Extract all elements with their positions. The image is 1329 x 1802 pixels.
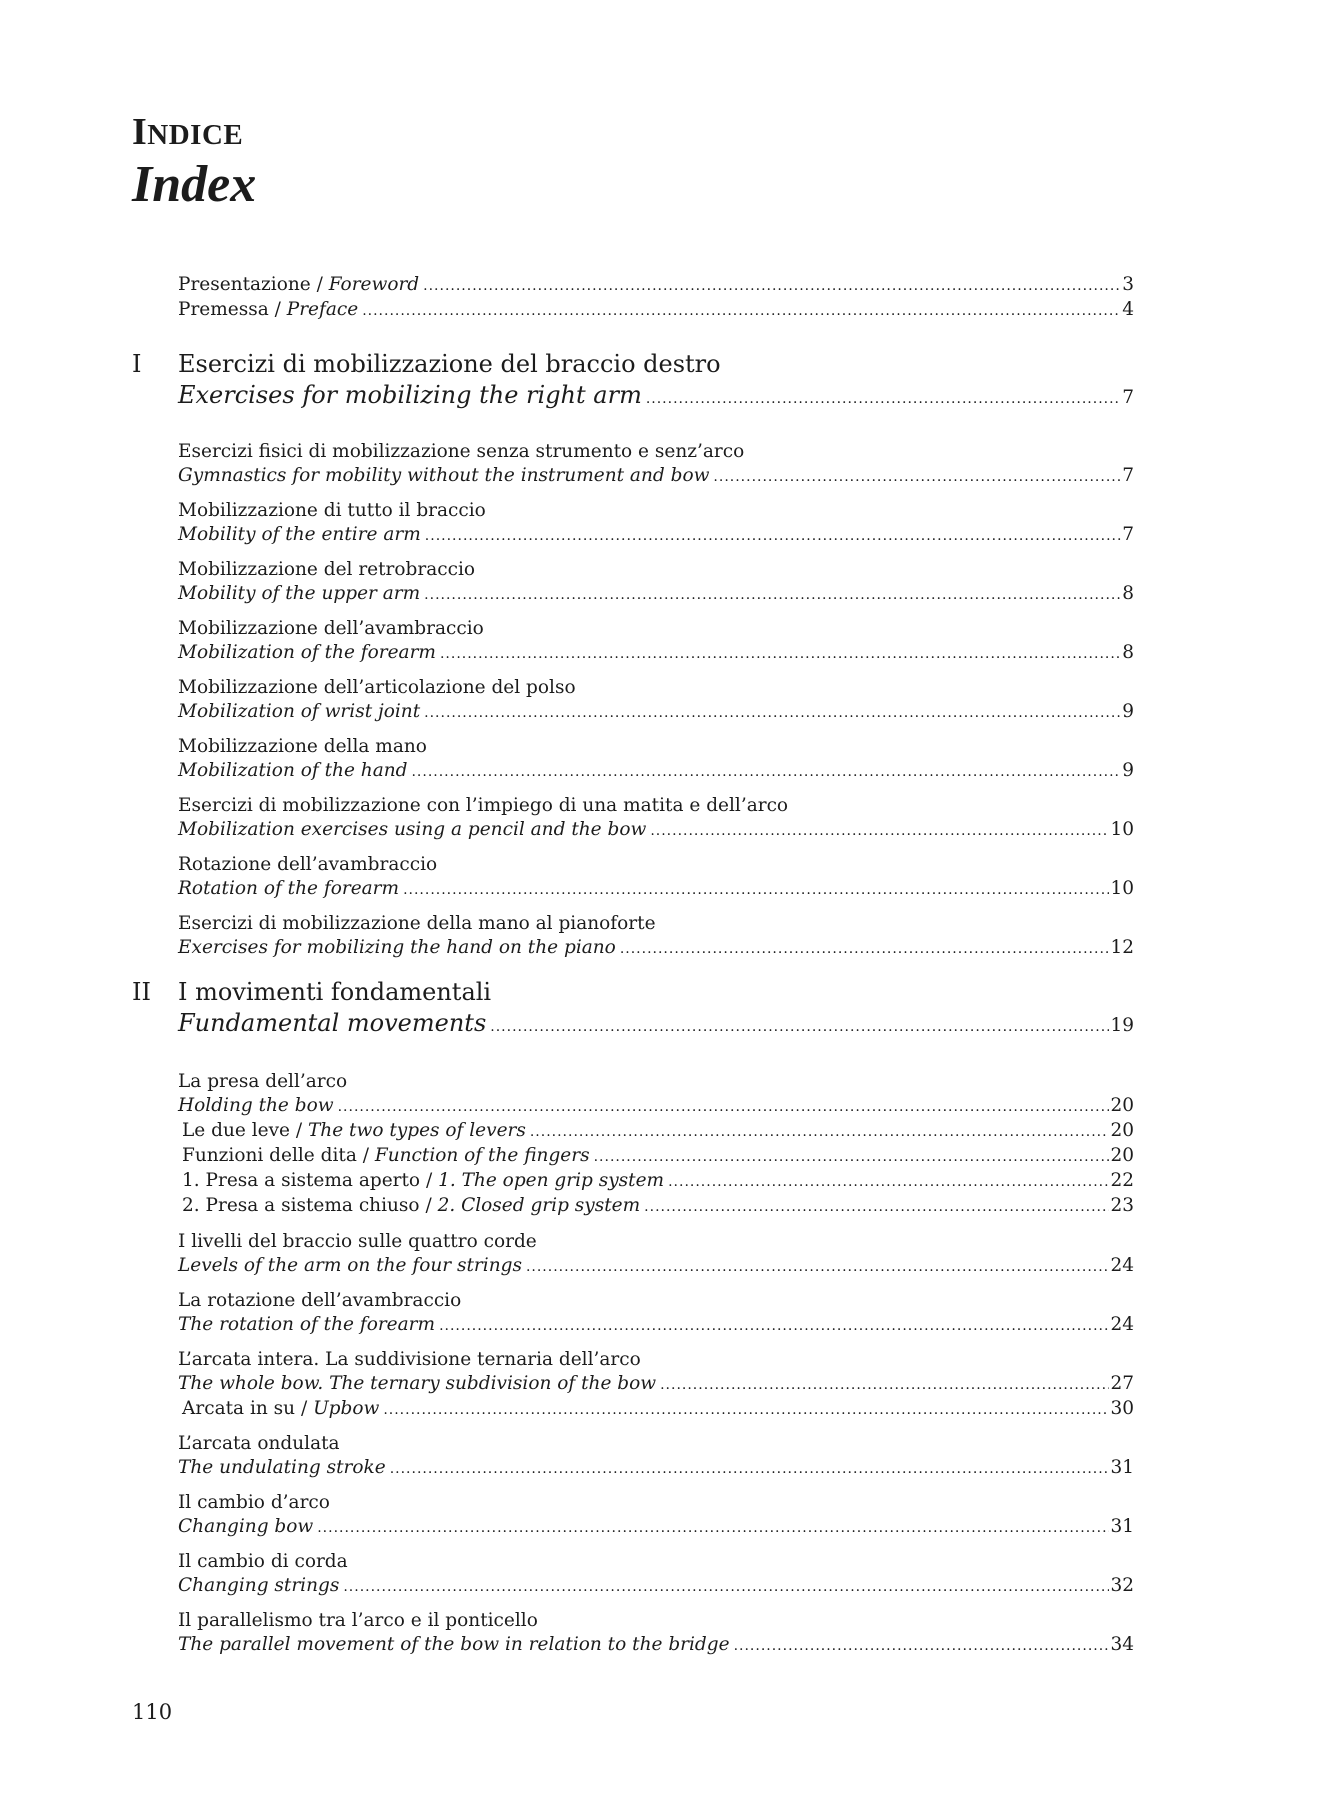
section-title-italian: Esercizi di mobilizzazione del braccio destro [178,350,721,378]
toc-entry[interactable]: Exercises for mobilizing the hand on the piano ..... 12 [178,935,1134,960]
toc-entry-italian: Esercizi di mobilizzazione con l’impiego di una matita e dell’arco [178,795,789,816]
toc-entry[interactable]: Mobilization of the hand ..... 9 [178,758,1134,783]
toc-entry[interactable]: Mobility of the upper arm ..... 8 [178,581,1134,606]
toc-entry[interactable]: The parallel movement of the bow in relation to the bridge ..... 34 [178,1632,1134,1657]
toc-entry-italian: L’arcata ondulata [178,1433,340,1454]
toc-entry[interactable]: Rotation of the forearm ..... 10 [178,876,1134,901]
toc-entry-italian: Il parallelismo tra l’arco e il ponticello [178,1610,538,1631]
toc-subentry[interactable]: Le due leve / The two types of levers ..... 20 [182,1118,1134,1143]
toc-entry[interactable]: Mobilization exercises using a pencil and the bow ..... 10 [178,817,1134,842]
toc-entry-italian: Il cambio di corda [178,1551,348,1572]
toc-entry-italian: La presa dell’arco [178,1071,348,1092]
toc-entry[interactable]: Levels of the arm on the four strings ..... 24 [178,1253,1134,1278]
toc-entry[interactable]: Mobilization of the forearm ..... 8 [178,640,1134,665]
toc-entry-italian: Mobilizzazione di tutto il braccio [178,500,486,521]
toc-entry-italian: Esercizi di mobilizzazione della mano al pianoforte [178,913,656,934]
toc-entry-italian: Mobilizzazione dell’articolazione del polso [178,677,576,698]
heading-italian: INDICE [132,111,244,153]
toc-subentry[interactable]: Funzioni delle dita / Function of the fingers ..... 20 [182,1143,1134,1168]
heading-english: Index [132,156,257,213]
toc-entry-italian: L’arcata intera. La suddivisione ternaria dell’arco [178,1349,641,1370]
section-title-italian: I movimenti fondamentali [178,978,492,1006]
toc-subentry[interactable]: Arcata in su / Upbow ..... 30 [182,1396,1134,1421]
toc-entry-italian: La rotazione dell’avambraccio [178,1290,462,1311]
toc-subentry[interactable]: 2. Presa a sistema chiuso / 2. Closed grip system ..... 23 [182,1193,1134,1218]
toc-entry[interactable]: Premessa / Preface ..... 4 [178,297,1134,322]
toc-entry[interactable]: Presentazione / Foreword ..... 3 [178,272,1134,297]
section-numeral: I [132,350,142,378]
toc-entry[interactable]: Mobility of the entire arm ..... 7 [178,522,1134,547]
toc-entry[interactable]: Changing bow ..... 31 [178,1514,1134,1539]
toc-entry[interactable]: The undulating stroke ..... 31 [178,1455,1134,1480]
toc-entry-italian: Il cambio d’arco [178,1492,330,1513]
toc-entry[interactable]: Changing strings ..... 32 [178,1573,1134,1598]
toc-entry-italian: Mobilizzazione della mano [178,736,427,757]
page-number: 110 [132,1700,173,1724]
toc-entry[interactable]: Mobilization of wrist joint ..... 9 [178,699,1134,724]
toc-entry-italian: Mobilizzazione dell’avambraccio [178,618,484,639]
toc-entry[interactable]: Holding the bow ..... 20 [178,1093,1134,1118]
toc-entry[interactable]: The whole bow. The ternary subdivision of the bow ..... 27 [178,1371,1134,1396]
toc-entry-italian: I livelli del braccio sulle quattro corde [178,1231,537,1252]
toc-entry-italian: Mobilizzazione del retrobraccio [178,559,476,580]
toc-entry-italian: Rotazione dell’avambraccio [178,854,438,875]
toc-entry[interactable]: Gymnastics for mobility without the instrument and bow ..... 7 [178,463,1134,488]
section-title-english[interactable]: Fundamental movements ..... 19 [178,1008,1134,1038]
page-heading [132,108,256,213]
toc-entry-italian: Esercizi fisici di mobilizzazione senza strumento e senz’arco [178,441,745,462]
toc-entry[interactable]: The rotation of the forearm ..... 24 [178,1312,1134,1337]
toc-subentry[interactable]: 1. Presa a sistema aperto / 1. The open grip system ..... 22 [182,1168,1134,1193]
section-title-english[interactable]: Exercises for mobilizing the right arm ..... 7 [178,380,1134,410]
section-numeral: II [132,978,151,1006]
